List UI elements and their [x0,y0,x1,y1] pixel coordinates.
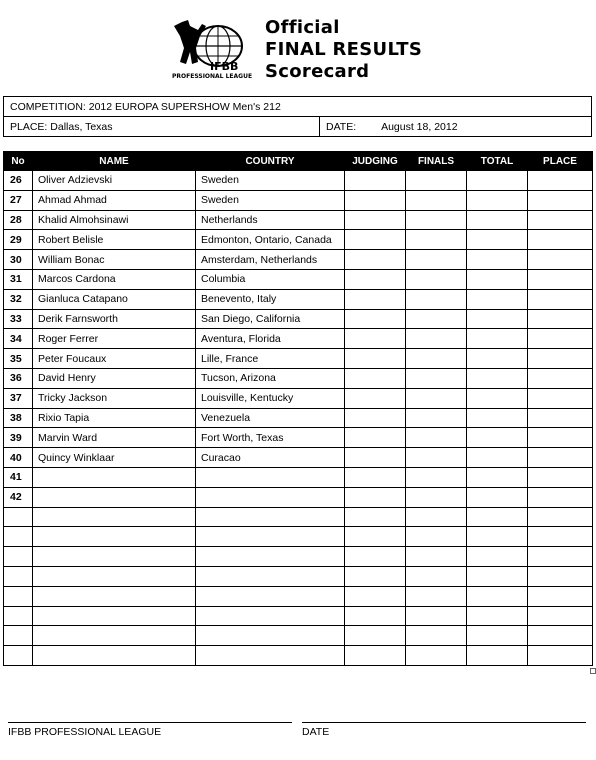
athlete-country [196,566,345,586]
header-name: NAME [33,152,196,171]
judging-cell [345,527,406,547]
footer-ifbb-label: IFBB PROFESSIONAL LEAGUE [8,726,162,738]
finals-cell [406,171,467,191]
judging-cell [345,250,406,270]
athlete-name [33,547,196,567]
finals-cell [406,190,467,210]
row-number: 33 [4,309,33,329]
place-cell [528,507,593,527]
place-cell [528,289,593,309]
athlete-country [196,467,345,487]
table-row [4,626,593,646]
judging-cell [345,586,406,606]
finals-cell [406,408,467,428]
row-number [4,527,33,547]
total-cell [467,349,528,369]
place-field: PLACE: Dallas, Texas [4,117,320,137]
athlete-name [33,507,196,527]
table-row [4,507,593,527]
total-cell [467,171,528,191]
total-cell [467,566,528,586]
finals-cell [406,309,467,329]
place-cell [528,349,593,369]
athlete-name: Ahmad Ahmad [33,190,196,210]
athlete-country: Columbia [196,269,345,289]
total-cell [467,527,528,547]
total-cell [467,606,528,626]
table-row [4,250,593,270]
table-row [4,547,593,567]
finals-cell [406,467,467,487]
judging-cell [345,626,406,646]
total-cell [467,368,528,388]
finals-cell [406,507,467,527]
title-line-official: Official [265,17,340,38]
athlete-country [196,646,345,666]
place-cell [528,586,593,606]
table-row [4,646,593,666]
row-number: 42 [4,487,33,507]
row-number: 35 [4,349,33,369]
athlete-name: Marvin Ward [33,428,196,448]
place-cell [528,309,593,329]
table-row [4,190,593,210]
table-row [4,428,593,448]
total-cell [467,250,528,270]
athlete-country [196,527,345,547]
total-cell [467,210,528,230]
athlete-name: David Henry [33,368,196,388]
total-cell [467,626,528,646]
place-cell [528,626,593,646]
athlete-country: Sweden [196,190,345,210]
row-number: 36 [4,368,33,388]
table-row [4,388,593,408]
results-table [3,151,593,666]
finals-cell [406,527,467,547]
athlete-name [33,467,196,487]
judging-cell [345,349,406,369]
judging-cell [345,388,406,408]
total-cell [467,269,528,289]
ifbb-logo [168,18,258,80]
judging-cell [345,230,406,250]
judging-cell [345,487,406,507]
place-cell [528,388,593,408]
athlete-name: Quincy Winklaar [33,448,196,468]
scorecard-title [265,17,422,83]
table-row [4,309,593,329]
athlete-name: Khalid Almohsinawi [33,210,196,230]
athlete-country: San Diego, California [196,309,345,329]
competition-info-table [3,96,592,137]
athlete-country: Netherlands [196,210,345,230]
total-cell [467,487,528,507]
row-number: 30 [4,250,33,270]
table-row [4,171,593,191]
date-field [320,117,592,137]
total-cell [467,408,528,428]
athlete-country [196,547,345,567]
athlete-country: Sweden [196,171,345,191]
date-label: DATE: [326,120,357,133]
row-number: 31 [4,269,33,289]
total-cell [467,329,528,349]
place-cell [528,646,593,666]
table-row [4,210,593,230]
athlete-country [196,586,345,606]
total-cell [467,289,528,309]
athlete-name: Robert Belisle [33,230,196,250]
header-judging: JUDGING [345,152,406,171]
finals-cell [406,586,467,606]
finals-cell [406,448,467,468]
place-cell [528,408,593,428]
total-cell [467,467,528,487]
place-cell [528,487,593,507]
judging-cell [345,547,406,567]
finals-cell [406,368,467,388]
athlete-country [196,487,345,507]
judging-cell [345,507,406,527]
place-cell [528,606,593,626]
row-number: 27 [4,190,33,210]
athlete-name: William Bonac [33,250,196,270]
header-place: PLACE [528,152,593,171]
table-row [4,349,593,369]
date-value: August 18, 2012 [381,120,458,133]
athlete-country: Benevento, Italy [196,289,345,309]
finals-cell [406,250,467,270]
place-cell [528,171,593,191]
table-row [4,329,593,349]
judging-cell [345,171,406,191]
athlete-name [33,586,196,606]
athlete-country: Curacao [196,448,345,468]
finals-cell [406,487,467,507]
row-number: 34 [4,329,33,349]
place-cell [528,250,593,270]
finals-cell [406,289,467,309]
table-row [4,289,593,309]
table-row [4,606,593,626]
table-row [4,269,593,289]
place-cell [528,368,593,388]
athlete-name [33,606,196,626]
header-finals: FINALS [406,152,467,171]
judging-cell [345,467,406,487]
footer-date-label: DATE [302,726,330,738]
judging-cell [345,646,406,666]
athlete-name [33,646,196,666]
row-number: 41 [4,467,33,487]
total-cell [467,230,528,250]
athlete-country: Lille, France [196,349,345,369]
athlete-country [196,606,345,626]
finals-cell [406,329,467,349]
judging-cell [345,289,406,309]
athlete-country: Aventura, Florida [196,329,345,349]
table-row [4,527,593,547]
athlete-country [196,507,345,527]
table-row [4,368,593,388]
row-number [4,646,33,666]
place-cell [528,547,593,567]
total-cell [467,388,528,408]
finals-cell [406,269,467,289]
signature-line-right [302,722,586,723]
title-line-scorecard: Scorecard [265,61,370,82]
judging-cell [345,368,406,388]
judging-cell [345,566,406,586]
finals-cell [406,626,467,646]
finals-cell [406,388,467,408]
finals-cell [406,547,467,567]
total-cell [467,190,528,210]
athlete-country: Edmonton, Ontario, Canada [196,230,345,250]
row-number [4,566,33,586]
table-row [4,566,593,586]
judging-cell [345,210,406,230]
row-number: 39 [4,428,33,448]
total-cell [467,507,528,527]
row-number [4,606,33,626]
athlete-country: Louisville, Kentucky [196,388,345,408]
athlete-name: Oliver Adzievski [33,171,196,191]
header-country: COUNTRY [196,152,345,171]
table-row [4,230,593,250]
judging-cell [345,408,406,428]
table-row [4,408,593,428]
total-cell [467,547,528,567]
finals-cell [406,566,467,586]
athlete-name: Peter Foucaux [33,349,196,369]
title-line-final-results: FINAL RESULTS [265,39,423,60]
row-number [4,547,33,567]
signature-line-left [8,722,292,723]
athlete-name: Roger Ferrer [33,329,196,349]
finals-cell [406,606,467,626]
place-cell [528,428,593,448]
place-cell [528,329,593,349]
header-no: No [4,152,33,171]
judging-cell [345,329,406,349]
table-row [4,487,593,507]
row-number: 38 [4,408,33,428]
finals-cell [406,349,467,369]
finals-cell [406,428,467,448]
total-cell [467,586,528,606]
row-number: 26 [4,171,33,191]
judging-cell [345,428,406,448]
row-number [4,626,33,646]
row-number [4,507,33,527]
place-cell [528,527,593,547]
row-number: 40 [4,448,33,468]
judging-cell [345,606,406,626]
athlete-country: Tucson, Arizona [196,368,345,388]
judging-cell [345,309,406,329]
place-cell [528,448,593,468]
table-row [4,448,593,468]
finals-cell [406,230,467,250]
athlete-country: Fort Worth, Texas [196,428,345,448]
total-cell [467,448,528,468]
athlete-name: Tricky Jackson [33,388,196,408]
total-cell [467,309,528,329]
place-cell [528,566,593,586]
athlete-country: Amsterdam, Netherlands [196,250,345,270]
place-cell [528,210,593,230]
resize-handle[interactable] [590,668,596,674]
row-number: 29 [4,230,33,250]
table-row [4,467,593,487]
row-number: 28 [4,210,33,230]
place-cell [528,467,593,487]
place-cell [528,190,593,210]
results-header-row [4,152,593,171]
athlete-name: Marcos Cardona [33,269,196,289]
logo-subtext: PROFESSIONAL LEAGUE [172,73,253,80]
finals-cell [406,210,467,230]
place-cell [528,269,593,289]
athlete-name [33,527,196,547]
athlete-name [33,566,196,586]
athlete-country [196,626,345,646]
place-cell [528,230,593,250]
row-number: 37 [4,388,33,408]
row-number [4,586,33,606]
athlete-name: Rixio Tapia [33,408,196,428]
header-total: TOTAL [467,152,528,171]
logo-text: IFBB [210,60,239,73]
athlete-name: Gianluca Catapano [33,289,196,309]
athlete-name [33,626,196,646]
athlete-name [33,487,196,507]
judging-cell [345,190,406,210]
athlete-name: Derik Farnsworth [33,309,196,329]
table-row [4,586,593,606]
competition-field: COMPETITION: 2012 EUROPA SUPERSHOW Men's 212 [4,97,592,117]
total-cell [467,646,528,666]
total-cell [467,428,528,448]
athlete-country: Venezuela [196,408,345,428]
judging-cell [345,269,406,289]
judging-cell [345,448,406,468]
row-number: 32 [4,289,33,309]
finals-cell [406,646,467,666]
